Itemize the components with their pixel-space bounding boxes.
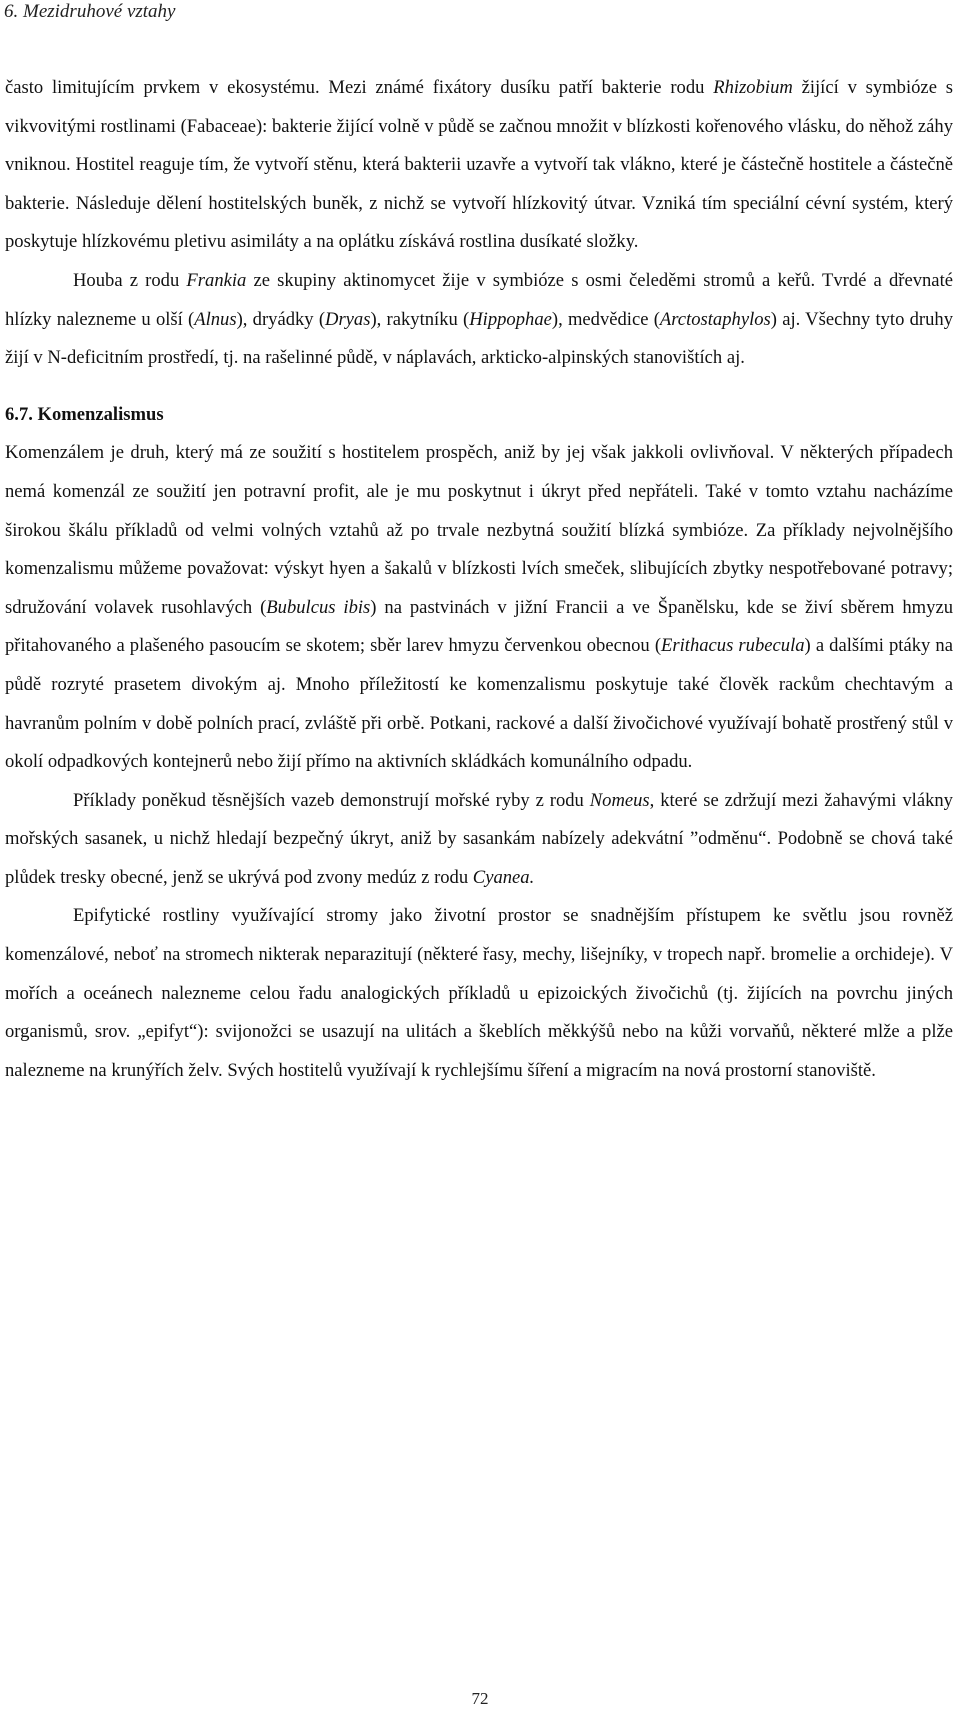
text-span: ), medvědice (: [551, 308, 660, 330]
text-span: ) aj. Všechny tyto druhy žijí v N-deficitním prostředí, tj. na rašelinné půdě, v náplavách, arkticko-alpinských stanovištích aj.: [5, 308, 953, 369]
text-span: ) na pastvinách v jižní Francii a ve Španělsku, kde se živí sběrem hmyzu přitahovaného a plašeného pasoucím se skotem; sběr larev hmyzu červenkou obecnou (: [5, 596, 953, 657]
taxon-name: Bubulcus ibis: [266, 596, 371, 618]
section-heading: 6.7. Komenzalismus: [5, 403, 164, 425]
text-span: Epifytické rostliny využívající stromy jako životní prostor se snadnějším přístupem ke světlu jsou rovněž komenzálové, neboť na stromech nikterak neparazitují (některé řasy, mechy, lišejníky, v tropech např. bromelie a orchideje). V mořích a oceánech nalezneme celou řadu analogických příkladů u epizoických živočichů (tj. žijících na povrchu jiných organismů, srov. „epifyt“): svijonožci se usazují na ulitách a škeblích měkkýšů nebo na kůži vorvaňů, některé mlže a plže nalezneme na krunýřích želv. Svých hostitelů využívají k rychlejšímu šíření a migracím na nová prostorní stanoviště.: [5, 905, 953, 1081]
body-text: [5, 69, 953, 1090]
text-span: často limitujícím prvkem v ekosystému. Mezi známé fixátory dusíku patří bakterie rodu: [5, 77, 714, 98]
text-span: ze skupiny aktinomycet žije v symbióze s osmi čeleděmi stromů a keřů. Tvrdé a dřevnaté hlízky nalezneme u olší (: [5, 269, 953, 330]
text-span: Houba z rodu: [73, 269, 187, 291]
taxon-name: Hippophae: [469, 308, 552, 330]
text-span: ) a dalšími ptáky na půdě rozryté prasetem divokým aj. Mnoho příležitostí ke komenzalismu poskytuje také člověk rackům chechtavým a havranům polním v době polních prací, zvláště při orbě. Potkani, rackové a další živočichové využívají bohatě prostřený stůl v okolí odpadkových kontejnerů nebo žijí přímo na aktivních skládkách komunálního odpadu.: [5, 635, 953, 773]
text-span: Příklady poněkud těsnějších vazeb demonstrují mořské ryby z rodu: [73, 789, 590, 811]
taxon-name: Arctostaphylos: [659, 308, 771, 330]
paragraph-komenzalismus: [5, 434, 953, 781]
running-header: 6. Mezidruhové vztahy: [4, 1, 176, 22]
text-span: Komenzálem je druh, který má ze soužití s hostitelem prospěch, aniž by jej však jakkoli ovlivňoval. V některých případech nemá komenzál ze soužití jen potravní profit, ale je mu poskytnut i úkryt před nepřáteli. Také v tomto vztahu nacházíme širokou škálu příkladů od velmi volných vztahů až po trvale nezbytná soužití blízká symbióze. Za příklady nejvolnějšího komenzalismu můžeme považovat: výskyt hyen a šakalů v blízkosti lvích smeček, slibujících zbytky nespotřebované potravy; sdružování volavek rusohlavých (: [5, 442, 953, 618]
paragraph-nomeus: [5, 782, 953, 898]
text-span: žijící v symbióze s vikvovitými rostlinami (Fabaceae): bakterie žijící volně v půdě se začnou množit v blízkosti kořenového vlásku, do něhož záhy vniknou. Hostitel reaguje tím, že vytvoří stěnu, která bakterii uzavře a vytvoří tak vlákno, které je částečně hostitele a částečně bakterie. Následuje dělení hostitelských buněk, z nichž se vytvoří hlízkovitý útvar. Vzniká tím speciální cévní systém, který poskytuje hlízkovému pletivu asimiláty a na oplátku získává rostlina dusíkaté složky.: [5, 77, 954, 253]
taxon-name: Alnus: [194, 308, 237, 330]
taxon-name: Dryas: [325, 308, 371, 330]
text-span: ), dryádky (: [236, 308, 326, 330]
taxon-name: Cyanea.: [472, 866, 535, 888]
paragraph-epifyty: [5, 897, 953, 1090]
taxon-name: Frankia: [186, 269, 247, 291]
text-span: , které se zdržují mezi žahavými vlákny mořských sasanek, u nichž hledají bezpečný úkryt, aniž by sasankám nabízely adekvátní ”odměnu“. Podobně se chová také plůdek tresky obecné, jenž se ukrývá pod zvony medúz z rodu: [5, 789, 953, 888]
taxon-name: Erithacus rubecula: [661, 635, 805, 657]
text-span: ), rakytníku (: [370, 308, 470, 330]
taxon-name: Nomeus: [589, 789, 650, 811]
paragraph-rhizobium: [5, 69, 953, 262]
paragraph-frankia: [5, 262, 953, 378]
taxon-name: Rhizobium: [713, 77, 793, 98]
page-number: 72: [471, 1689, 489, 1708]
